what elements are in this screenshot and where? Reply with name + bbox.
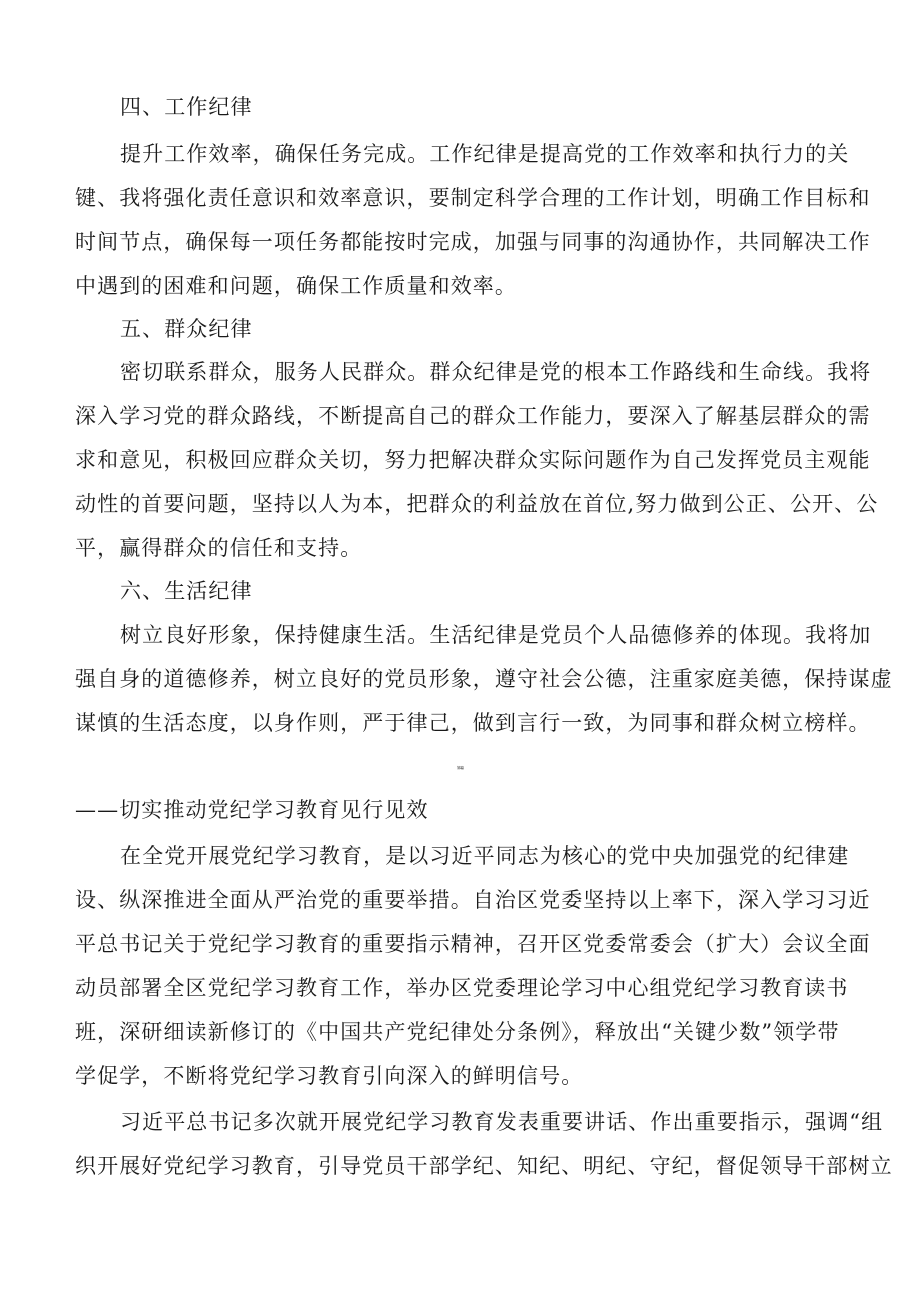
paragraph-line: 提升工作效率，确保任务完成。工作纪律是提高党的工作效率和执行力的关 <box>120 142 850 166</box>
paragraph-line: 时间节点，确保每一项任务都能按时完成，加强与同事的沟通协作，共同解决工作 <box>75 230 871 254</box>
paragraph-line: 键、我将强化责任意识和效率意识，要制定科学合理的工作计划，明确工作目标和 <box>75 186 871 210</box>
paragraph-line: 平，赢得群众的信任和支持。 <box>75 536 363 560</box>
paragraph-line: 习近平总书记多次就开展党纪学习教育发表重要讲话、作出重要指示，强调“组 <box>120 1110 884 1134</box>
paragraph-line: 班，深研细读新修订的《中国共产党纪律处分条例》，释放出“关键少数”领学带 <box>75 1020 840 1044</box>
paragraph-line: 平总书记关于党纪学习教育的重要指示精神，召开区党委常委会（扩大）会议全面 <box>75 932 871 956</box>
paragraph-line: 中遇到的困难和问题，确保工作质量和效率。 <box>75 274 517 298</box>
section-heading-work-discipline: 四、工作纪律 <box>120 95 253 119</box>
section-heading-life-discipline: 六、生活纪律 <box>120 579 253 603</box>
section-heading-mass-discipline: 五、群众纪律 <box>120 317 253 341</box>
paragraph-line: 求和意见，积极回应群众关切，努力把解决群众实际问题作为自己发挥党员主观能 <box>75 448 871 472</box>
paragraph-line: 学促学，不断将党纪学习教育引向深入的鲜明信号。 <box>75 1064 584 1088</box>
article-subtitle: ——切实推动党纪学习教育见行见效 <box>75 798 429 822</box>
paragraph-line: 强自身的道德修养，树立良好的党员形象，遵守社会公德，注重家庭美德，保持谋虚 <box>75 667 893 691</box>
paragraph-line: 动性的首要问题，坚持以人为本，把群众的利益放在首位,努力做到公正、公开、公 <box>75 492 879 516</box>
paragraph-line: 谋慎的生活态度，以身作则，严于律己，做到言行一致，为同事和群众树立榜样。 <box>75 711 871 735</box>
paragraph-line: 织开展好党纪学习教育，引导党员干部学纪、知纪、明纪、守纪，督促领导干部树立 <box>75 1154 893 1178</box>
article-title: 第2篇 <box>456 766 464 770</box>
paragraph-line: 动员部署全区党纪学习教育工作，举办区党委理论学习中心组党纪学习教育读书 <box>75 976 849 1000</box>
paragraph-line: 深入学习党的群众路线，不断提高自己的群众工作能力，要深入了解基层群众的需 <box>75 404 871 428</box>
paragraph-line: 树立良好形象，保持健康生活。生活纪律是党员个人品德修养的体现。我将加 <box>120 623 872 647</box>
paragraph-line: 密切联系群众，服务人民群众。群众纪律是党的根本工作路线和生命线。我将 <box>120 360 872 384</box>
paragraph-line: 在全党开展党纪学习教育，是以习近平同志为核心的党中央加强党的纪律建 <box>120 844 850 868</box>
paragraph-line: 设、纵深推进全面从严治党的重要举措。自治区党委坚持以上率下，深入学习习近 <box>75 888 871 912</box>
